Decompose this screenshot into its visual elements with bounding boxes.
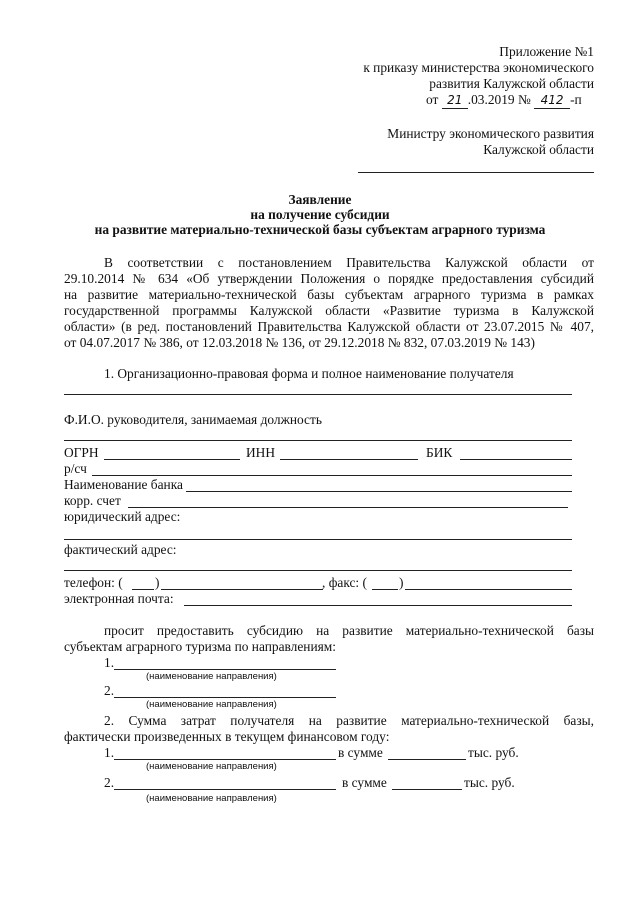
email-label: электронная почта:	[64, 591, 174, 606]
bank-field[interactable]	[186, 491, 572, 492]
inn-label: ИНН	[246, 445, 276, 460]
actual-address-label: фактический адрес:	[64, 542, 177, 557]
head-line[interactable]	[64, 440, 572, 441]
costs-item2-sum-label: в сумме	[342, 775, 387, 790]
request-item1-number: 1.	[104, 655, 115, 670]
phone-close: )	[155, 575, 160, 590]
email-field[interactable]	[184, 605, 572, 606]
order-date-line: от 21 .03.2019 № 412 -п	[426, 92, 582, 107]
costs-item2-number: 2.	[104, 775, 115, 790]
costs-item1-unit: тыс. руб.	[468, 745, 519, 760]
costs-item2-sum-field[interactable]	[392, 789, 462, 790]
account-field[interactable]	[92, 475, 572, 476]
fax-close: )	[399, 575, 404, 590]
legal-address-field[interactable]	[64, 539, 572, 540]
fax-label: , факс: (	[322, 575, 367, 590]
bik-field[interactable]	[460, 459, 572, 460]
head-label: Ф.И.О. руководителя, занимаемая должность	[64, 412, 322, 427]
doc-title: Заявление	[288, 192, 352, 207]
bik-label: БИК	[426, 445, 453, 460]
appendix-ministry: развития Калужской области	[429, 76, 594, 91]
org-name-line[interactable]	[64, 394, 572, 395]
legal-address-label: юридический адрес:	[64, 509, 181, 524]
actual-address-field[interactable]	[64, 570, 572, 571]
addressee-signature-line	[358, 172, 594, 173]
request-item2-number: 2.	[104, 683, 115, 698]
corr-label: корр. счет	[64, 493, 121, 508]
appendix-order-ref: к приказу министерства экономического	[363, 60, 594, 75]
addressee-line1: Министру экономического развития	[387, 126, 594, 141]
ogrn-field[interactable]	[104, 459, 240, 460]
intro-line-5: области» (в ред. постановлений Правительства Калужской области от 23.07.2015 № 407,	[64, 319, 594, 334]
order-day-handwritten: 21	[447, 93, 463, 107]
intro-line-3: на развитие материально-технической базы субъектам аграрного туризма в рамках	[64, 287, 594, 302]
fax-code-field[interactable]	[372, 589, 398, 590]
bank-label: Наименование банка	[64, 477, 183, 492]
intro-line-4: государственной программы Калужской области «Развитие туризма в Калужской	[64, 303, 594, 318]
doc-subtitle-2: на развитие материально-технической базы субъектам аграрного туризма	[94, 222, 546, 237]
request-line-1: просит предоставить субсидию на развитие материально-технической базы	[104, 623, 594, 638]
request-item2-caption: (наименование направления)	[146, 699, 277, 710]
costs-line-1: 2. Сумма затрат получателя на развитие материально-технической базы,	[104, 713, 594, 728]
appendix-title: Приложение №1	[499, 44, 594, 59]
intro-line-1: В соответствии с постановлением Правительства Калужской области от	[104, 255, 594, 270]
request-line-2: субъектам аграрного туризма по направлениям:	[64, 639, 336, 654]
request-item1-field[interactable]	[114, 669, 336, 670]
costs-item1-field[interactable]	[114, 759, 336, 760]
costs-item1-sum-field[interactable]	[388, 759, 466, 760]
corr-field[interactable]	[128, 507, 568, 508]
costs-item2-unit: тыс. руб.	[464, 775, 515, 790]
org-form-label: 1. Организационно-правовая форма и полное наименование получателя	[104, 366, 514, 381]
intro-line-2: 29.10.2014 № 634 «Об утверждении Положения о порядке предоставления субсидий	[64, 271, 594, 286]
costs-item1-sum-label: в сумме	[338, 745, 383, 760]
intro-line-6: от 04.07.2017 № 386, от 12.03.2018 № 136, от 29.12.2018 № 832, 07.03.2019 № 143)	[64, 335, 535, 350]
costs-item2-field[interactable]	[114, 789, 336, 790]
doc-subtitle: на получение субсидии	[250, 207, 390, 222]
costs-line-2: фактически произведенных в текущем финансовом году:	[64, 729, 390, 744]
phone-label: телефон: (	[64, 575, 123, 590]
phone-code-field[interactable]	[132, 589, 154, 590]
addressee-line2: Калужской области	[483, 142, 594, 157]
inn-field[interactable]	[280, 459, 418, 460]
costs-item2-caption: (наименование направления)	[146, 793, 277, 804]
ogrn-label: ОГРН	[64, 445, 99, 460]
phone-field[interactable]	[161, 589, 323, 590]
fax-field[interactable]	[405, 589, 572, 590]
order-number-handwritten: 412	[540, 93, 564, 107]
request-item1-caption: (наименование направления)	[146, 671, 277, 682]
costs-item1-caption: (наименование направления)	[146, 761, 277, 772]
account-label: р/сч	[64, 461, 87, 476]
costs-item1-number: 1.	[104, 745, 115, 760]
request-item2-field[interactable]	[114, 697, 336, 698]
